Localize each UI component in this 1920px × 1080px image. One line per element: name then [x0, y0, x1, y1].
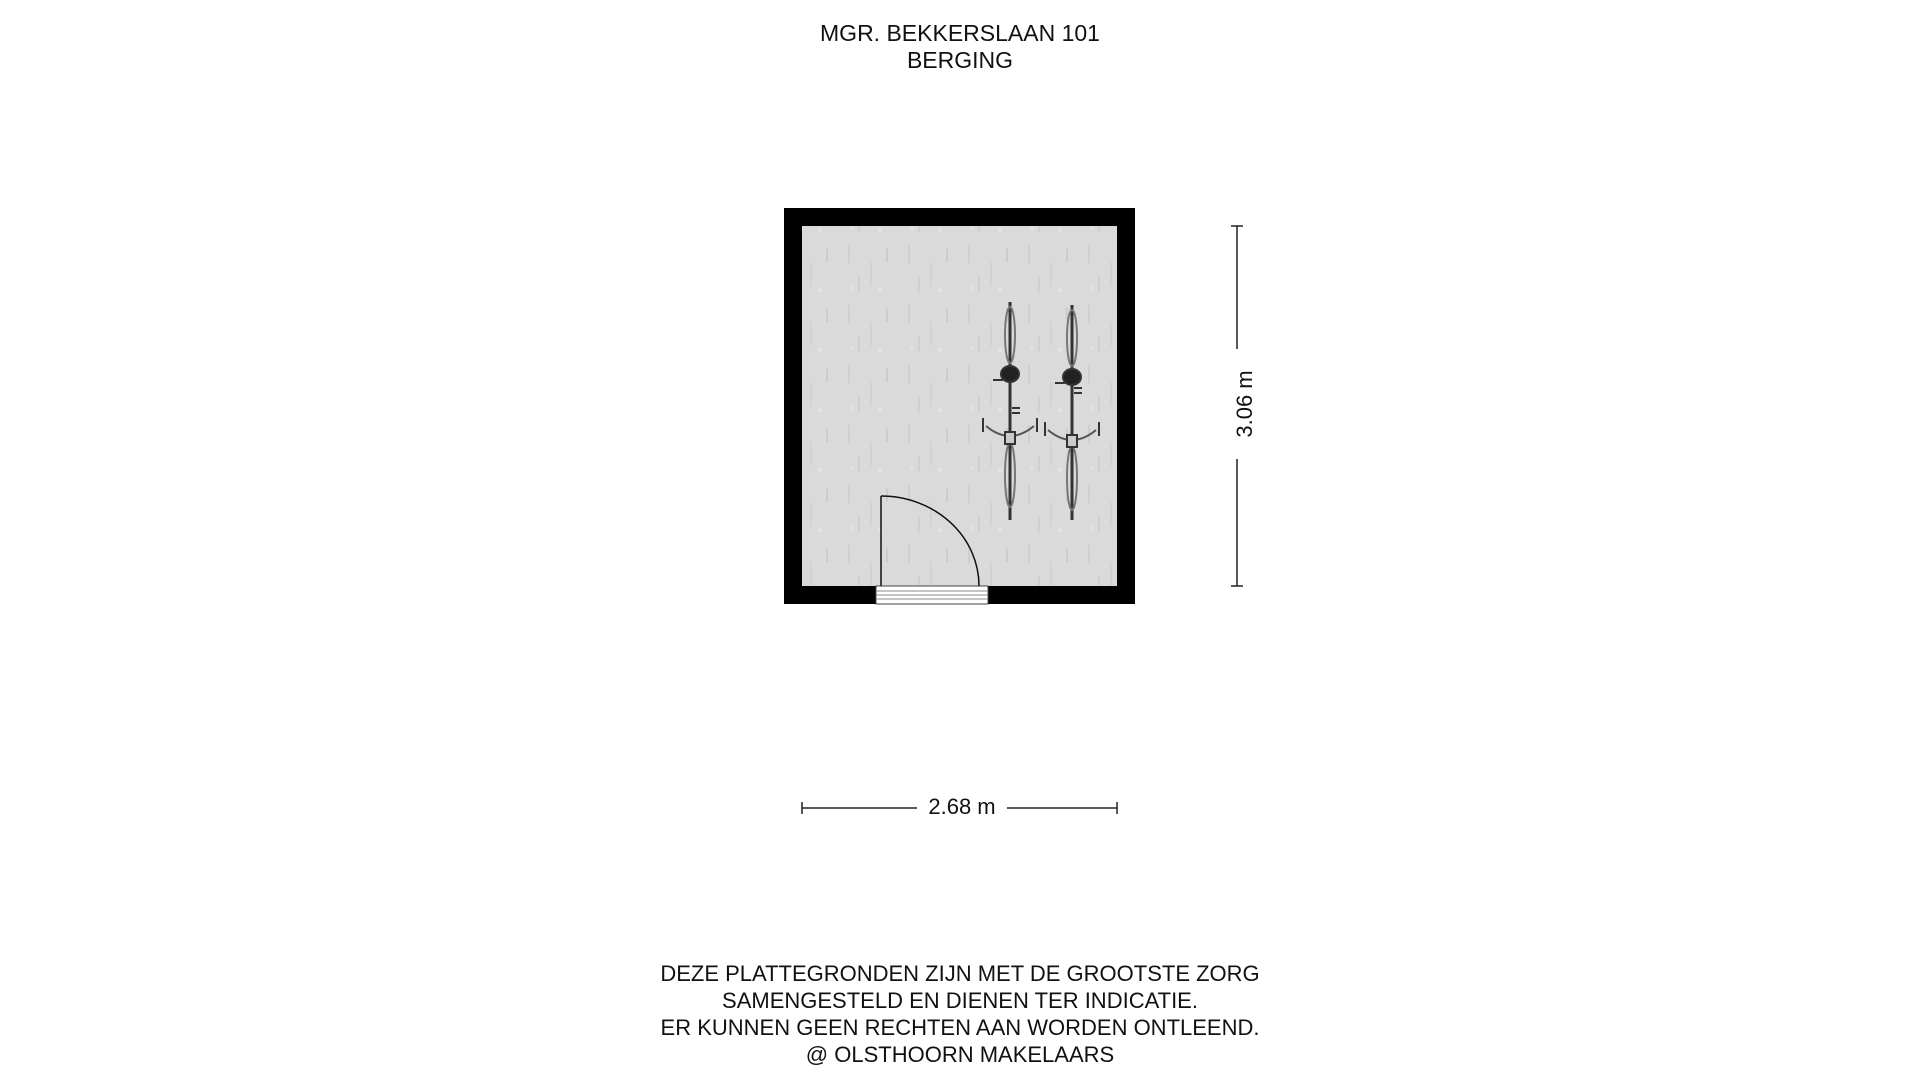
room-label: BERGING [906, 47, 1014, 73]
copyright-line: @ OLSTHOORN MAKELAARS [805, 1042, 1115, 1067]
depth-dimension-label: 3.06 m [1232, 349, 1258, 459]
disclaimer-line: SAMENGESTELD EN DIENEN TER INDICATIE. [722, 988, 1198, 1013]
disclaimer [0, 960, 1920, 1068]
address-label: MGR. BEKKERSLAAN 101 [820, 20, 1100, 46]
disclaimer-line: ER KUNNEN GEEN RECHTEN AAN WORDEN ONTLEEND. [660, 1015, 1260, 1040]
width-dimension-label: 2.68 m [917, 794, 1007, 820]
disclaimer-line: DEZE PLATTEGRONDEN ZIJN MET DE GROOTSTE ZORG [660, 961, 1260, 986]
